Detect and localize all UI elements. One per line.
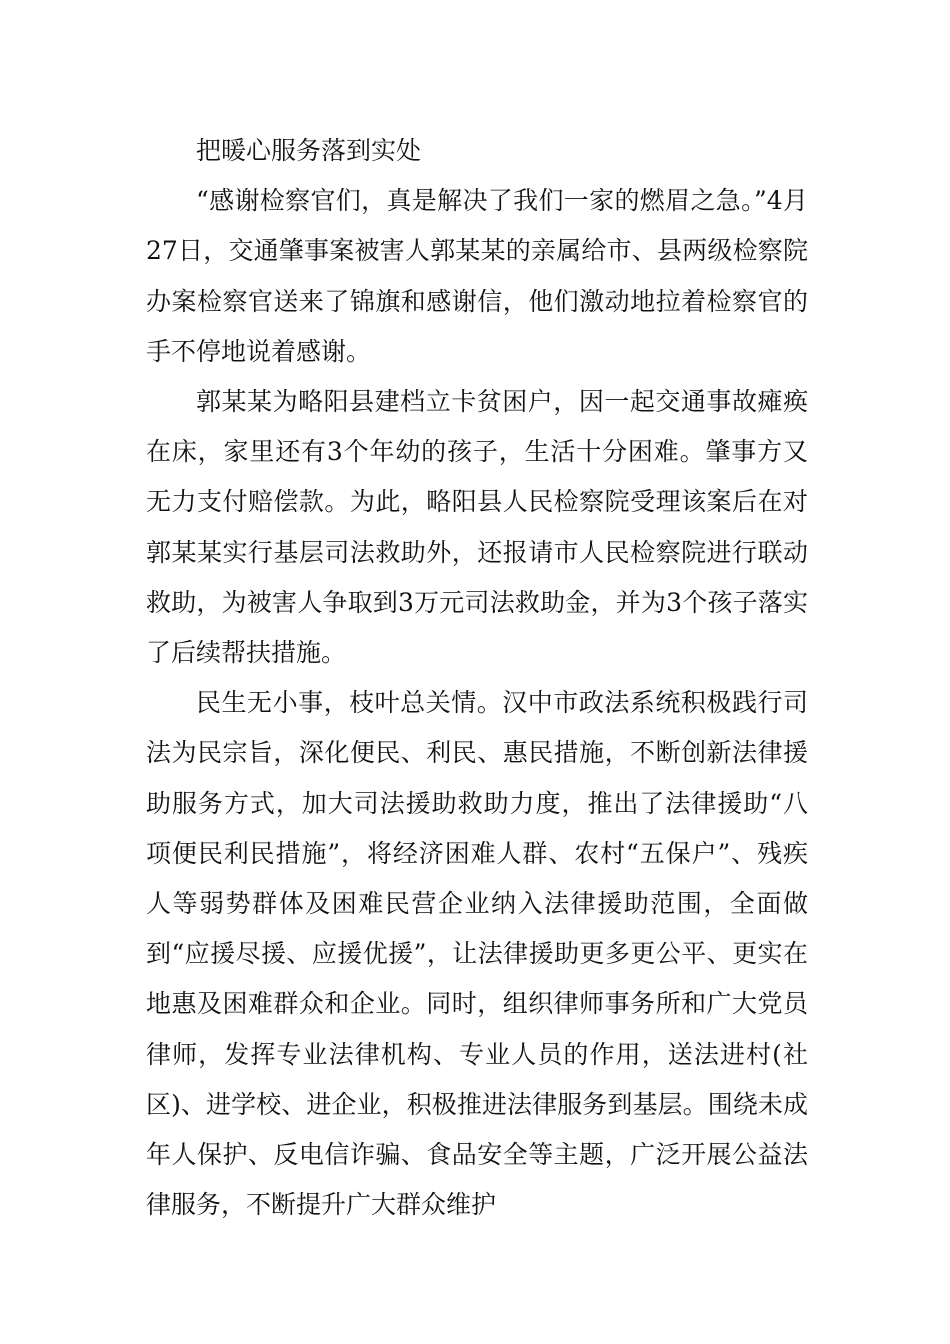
document-body [146, 126, 808, 1230]
paragraph-3: 民生无小事，枝叶总关情。汉中市政法系统积极践行司法为民宗旨，深化便民、利民、惠民措施，不断创新法律援助服务方式，加大司法援助救助力度，推出了法律援助“八项便民利民措施”，将经济困难人群、农村“五保户”、残疾人等弱势群体及困难民营企业纳入法律援助范围，全面做到“应援尽援、应援优援”，让法律援助更多更公平、更实在地惠及困难群众和企业。同时，组织律师事务所和广大党员律师，发挥专业法律机构、专业人员的作用，送法进村(社区)、进学校、进企业，积极推进法律服务到基层。围绕未成年人保护、反电信诈骗、食品安全等主题，广泛开展公益法律服务，不断提升广大群众维护 [146, 688, 808, 1220]
section-heading: 把暖心服务落到实处 [196, 136, 422, 165]
paragraph-2: 郭某某为略阳县建档立卡贫困户，因一起交通事故瘫痪在床，家里还有3个年幼的孩子，生活十分困难。肇事方又无力支付赔偿款。为此，略阳县人民检察院受理该案后在对郭某某实行基层司法救助外，还报请市人民检察院进行联动救助，为被害人争取到3万元司法救助金，并为3个孩子落实了后续帮扶措施。 [146, 387, 808, 668]
paragraph-1: “感谢检察官们，真是解决了我们一家的燃眉之急。”4月27日，交通肇事案被害人郭某某的亲属给市、县两级检察院办案检察官送来了锦旗和感谢信，他们激动地拉着检察官的手不停地说着感谢。 [146, 186, 808, 366]
